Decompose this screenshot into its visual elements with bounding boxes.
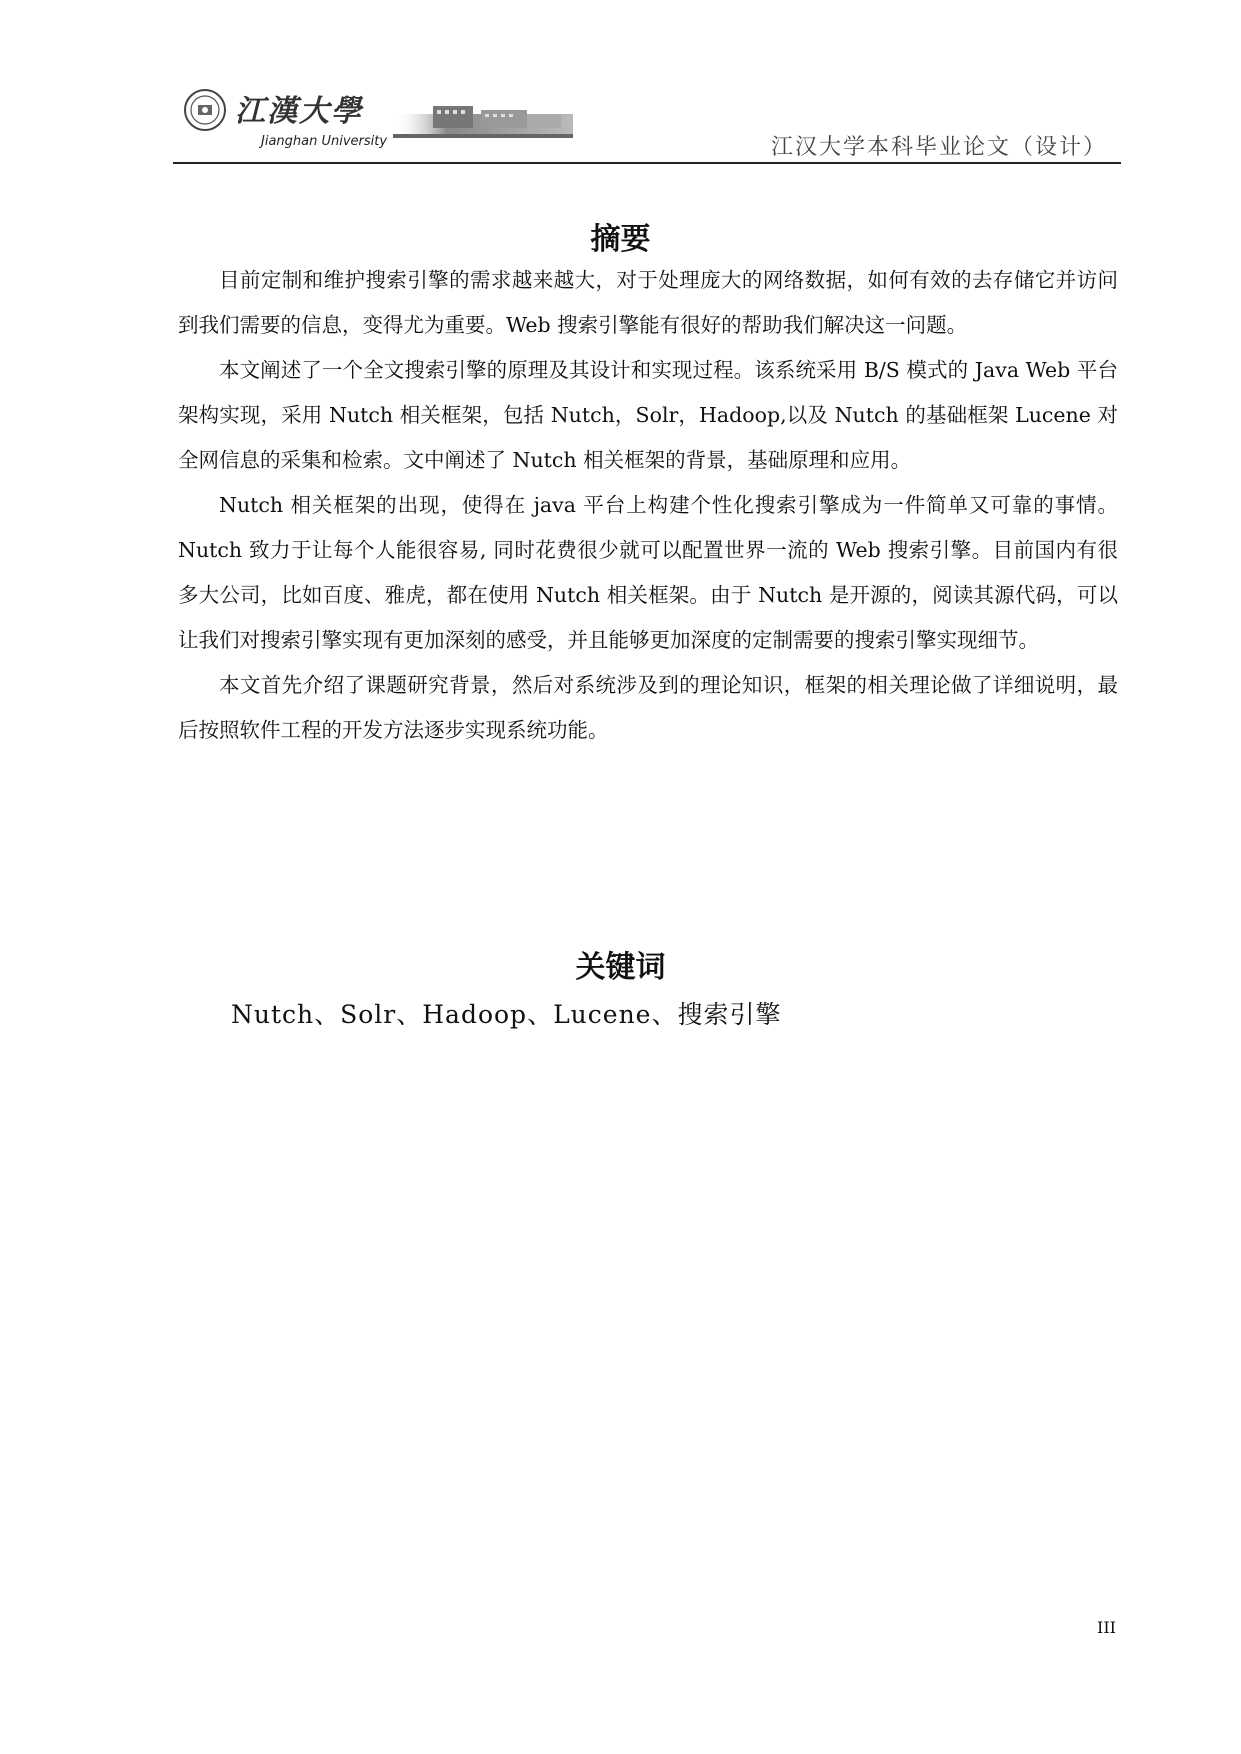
abstract-paragraph: 本文首先介绍了课题研究背景，然后对系统涉及到的理论知识，框架的相关理论做了详细说明，最后按照软件工程的开发方法逐步实现系统功能。 [178, 673, 1118, 742]
abstract-paragraph: 目前定制和维护搜索引擎的需求越来越大，对于处理庞大的网络数据，如何有效的去存储它并访问到我们需要的信息，变得尤为重要。Web 搜索引擎能有很好的帮助我们解决这一问题。 [178, 268, 1118, 337]
abstract-heading: 摘要 [590, 222, 651, 257]
keywords-text: Nutch、Solr、Hadoop、Lucene、搜索引擎 [231, 1000, 782, 1029]
university-seal-icon [183, 88, 227, 132]
header-divider [173, 162, 1121, 164]
logo-english-name: Jianghan University [261, 134, 388, 149]
university-logo [183, 86, 583, 156]
page-header [173, 78, 1121, 164]
abstract-paragraph: 本文阐述了一个全文搜索引擎的原理及其设计和实现过程。该系统采用 B/S 模式的 Java Web 平台架构实现，采用 Nutch 相关框架，包括 Nutch，Solr，Hadoop,以及 Nutch 的基础框架 Lucene 对全网信息的采集和检索。文中阐述了 Nutch 相关框架的背景，基础原理和应用。 [178, 358, 1118, 472]
keywords-heading: 关键词 [575, 950, 666, 985]
abstract-paragraph: Nutch 相关框架的出现，使得在 java 平台上构建个性化搜索引擎成为一件简单又可靠的事情。Nutch 致力于让每个人能很容易, 同时花费很少就可以配置世界一流的 Web 搜索引擎。目前国内有很多大公司，比如百度、雅虎，都在使用 Nutch 相关框架。由于 Nutch 是开源的，阅读其源代码，可以让我们对搜索引擎实现有更加深刻的感受，并且能够更加深度的定制需要的搜索引擎实现细节。 [178, 493, 1118, 652]
header-title: 江汉大学本科毕业论文（设计） [770, 135, 1107, 160]
page-number: III [1097, 1618, 1116, 1637]
abstract-body [178, 258, 1118, 753]
campus-photo-image [393, 96, 573, 142]
logo-chinese-name: 江漢大學 [235, 94, 363, 129]
